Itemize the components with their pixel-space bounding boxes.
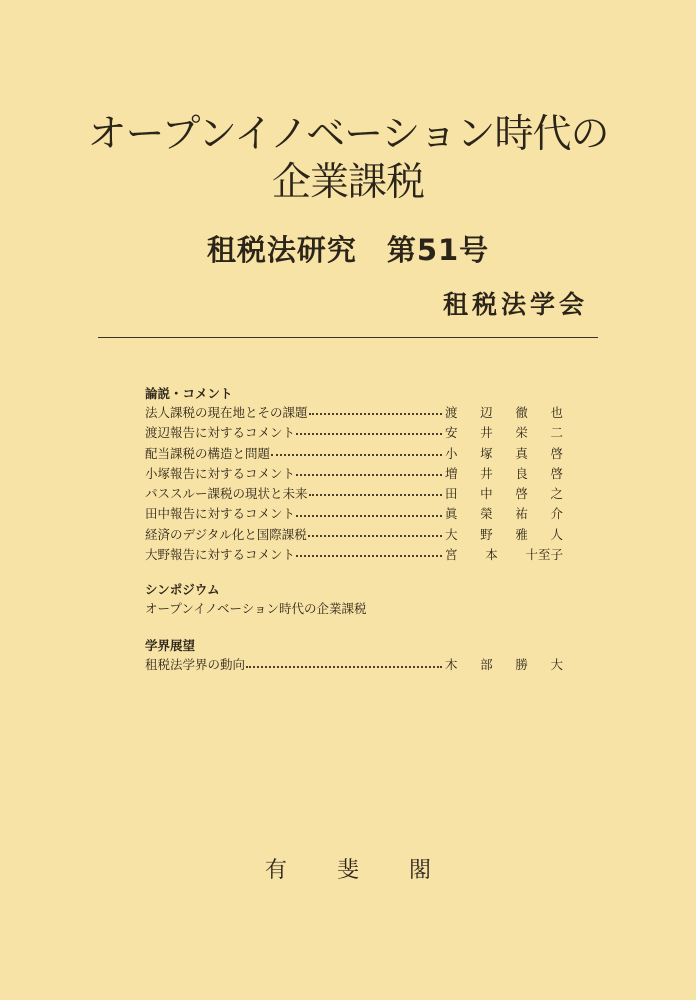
toc-entry xyxy=(145,655,565,675)
author-char: 啓 xyxy=(550,445,563,461)
toc-entry xyxy=(145,484,565,504)
society-name: 租税法学会 xyxy=(442,290,588,319)
author-char: 眞 xyxy=(445,506,458,522)
author-char: 人 xyxy=(550,526,563,542)
author-char: 塚 xyxy=(480,445,493,461)
author-char: 大 xyxy=(445,526,458,542)
author-char: 中 xyxy=(480,486,493,502)
author-char: 木 xyxy=(445,657,458,673)
leader-dots xyxy=(271,454,442,456)
entry-title: パススルー課税の現状と未来 xyxy=(145,486,308,502)
section-entries xyxy=(145,655,565,675)
author-char: 榮 xyxy=(480,506,493,522)
entry-author xyxy=(443,484,565,504)
author-char: 徹 xyxy=(515,405,528,420)
entry-author xyxy=(443,403,565,423)
author-char: 真 xyxy=(515,445,528,461)
entry-author xyxy=(443,504,565,524)
leader-dots xyxy=(296,555,442,557)
author-char: 田 xyxy=(445,486,458,502)
author-char: 辺 xyxy=(480,405,493,420)
symposium-title: オープンイノベーション時代の企業課税 xyxy=(145,601,367,617)
author-char: 宮 xyxy=(445,547,458,563)
toc-entry xyxy=(145,504,565,524)
entry-author xyxy=(443,525,565,545)
author-char: 之 xyxy=(550,486,563,502)
entry-title: 租税法学界の動向 xyxy=(145,657,246,673)
author-char: 良 xyxy=(515,465,528,481)
toc-entry xyxy=(145,464,565,484)
toc-entry xyxy=(145,403,565,423)
entry-title: 経済のデジタル化と国際課税 xyxy=(145,526,307,542)
entry-title: 渡辺報告に対するコメント xyxy=(145,425,296,441)
leader-dots xyxy=(309,413,442,415)
author-char: 渡 xyxy=(445,405,458,420)
author-char: 啓 xyxy=(515,486,528,502)
toc-entry xyxy=(145,525,565,545)
toc-entry xyxy=(145,423,565,443)
entry-author xyxy=(443,444,565,464)
entry-author xyxy=(443,655,565,675)
author-char: 井 xyxy=(480,425,493,441)
divider-rule xyxy=(98,337,598,338)
table-of-contents xyxy=(145,385,565,676)
author-char: 雅 xyxy=(515,526,528,542)
publisher-name: 有 斐 閣 xyxy=(264,858,445,883)
section-heading: シンポジウム xyxy=(145,582,220,598)
section-heading: 論説・コメント xyxy=(145,386,233,401)
author-char: 介 xyxy=(550,506,563,522)
author-char: 部 xyxy=(480,657,493,673)
entry-title: 田中報告に対するコメント xyxy=(145,506,296,522)
author-char: 祐 xyxy=(515,506,528,522)
author-char: 啓 xyxy=(550,465,563,481)
author-char: 小 xyxy=(445,445,458,461)
entry-title: 大野報告に対するコメント xyxy=(145,547,296,563)
section-entries xyxy=(145,403,565,565)
entry-author xyxy=(443,423,565,443)
author-char: 大 xyxy=(550,657,563,673)
entry-author xyxy=(443,545,565,565)
author-char: 也 xyxy=(550,405,563,420)
leader-dots xyxy=(296,474,442,476)
leader-dots xyxy=(246,666,442,668)
entry-author xyxy=(443,464,565,484)
leader-dots xyxy=(308,535,442,537)
entry-title: 配当課税の構造と問題 xyxy=(145,445,271,461)
leader-dots xyxy=(296,433,442,435)
title-line-2: 企業課税 xyxy=(271,160,424,205)
series-label: 租税法研究 第51号 xyxy=(206,233,490,267)
toc-entry xyxy=(145,444,565,464)
entry-title: 小塚報告に対するコメント xyxy=(145,465,296,481)
toc-entry xyxy=(145,545,565,565)
author-char: 二 xyxy=(550,425,563,441)
section-heading: 学界展望 xyxy=(145,638,196,654)
leader-dots xyxy=(296,515,442,517)
leader-dots xyxy=(309,494,442,496)
author-char: 十至子 xyxy=(525,547,563,563)
author-char: 勝 xyxy=(515,657,528,673)
author-char: 井 xyxy=(480,465,493,481)
entry-title: 法人課税の現在地とその課題 xyxy=(145,405,308,420)
author-char: 安 xyxy=(445,425,458,441)
author-char: 栄 xyxy=(515,425,528,441)
author-char: 野 xyxy=(480,526,493,542)
author-char: 増 xyxy=(445,465,458,481)
title-line-1: オープンイノベーション時代の xyxy=(87,112,609,157)
author-char: 本 xyxy=(485,547,498,563)
